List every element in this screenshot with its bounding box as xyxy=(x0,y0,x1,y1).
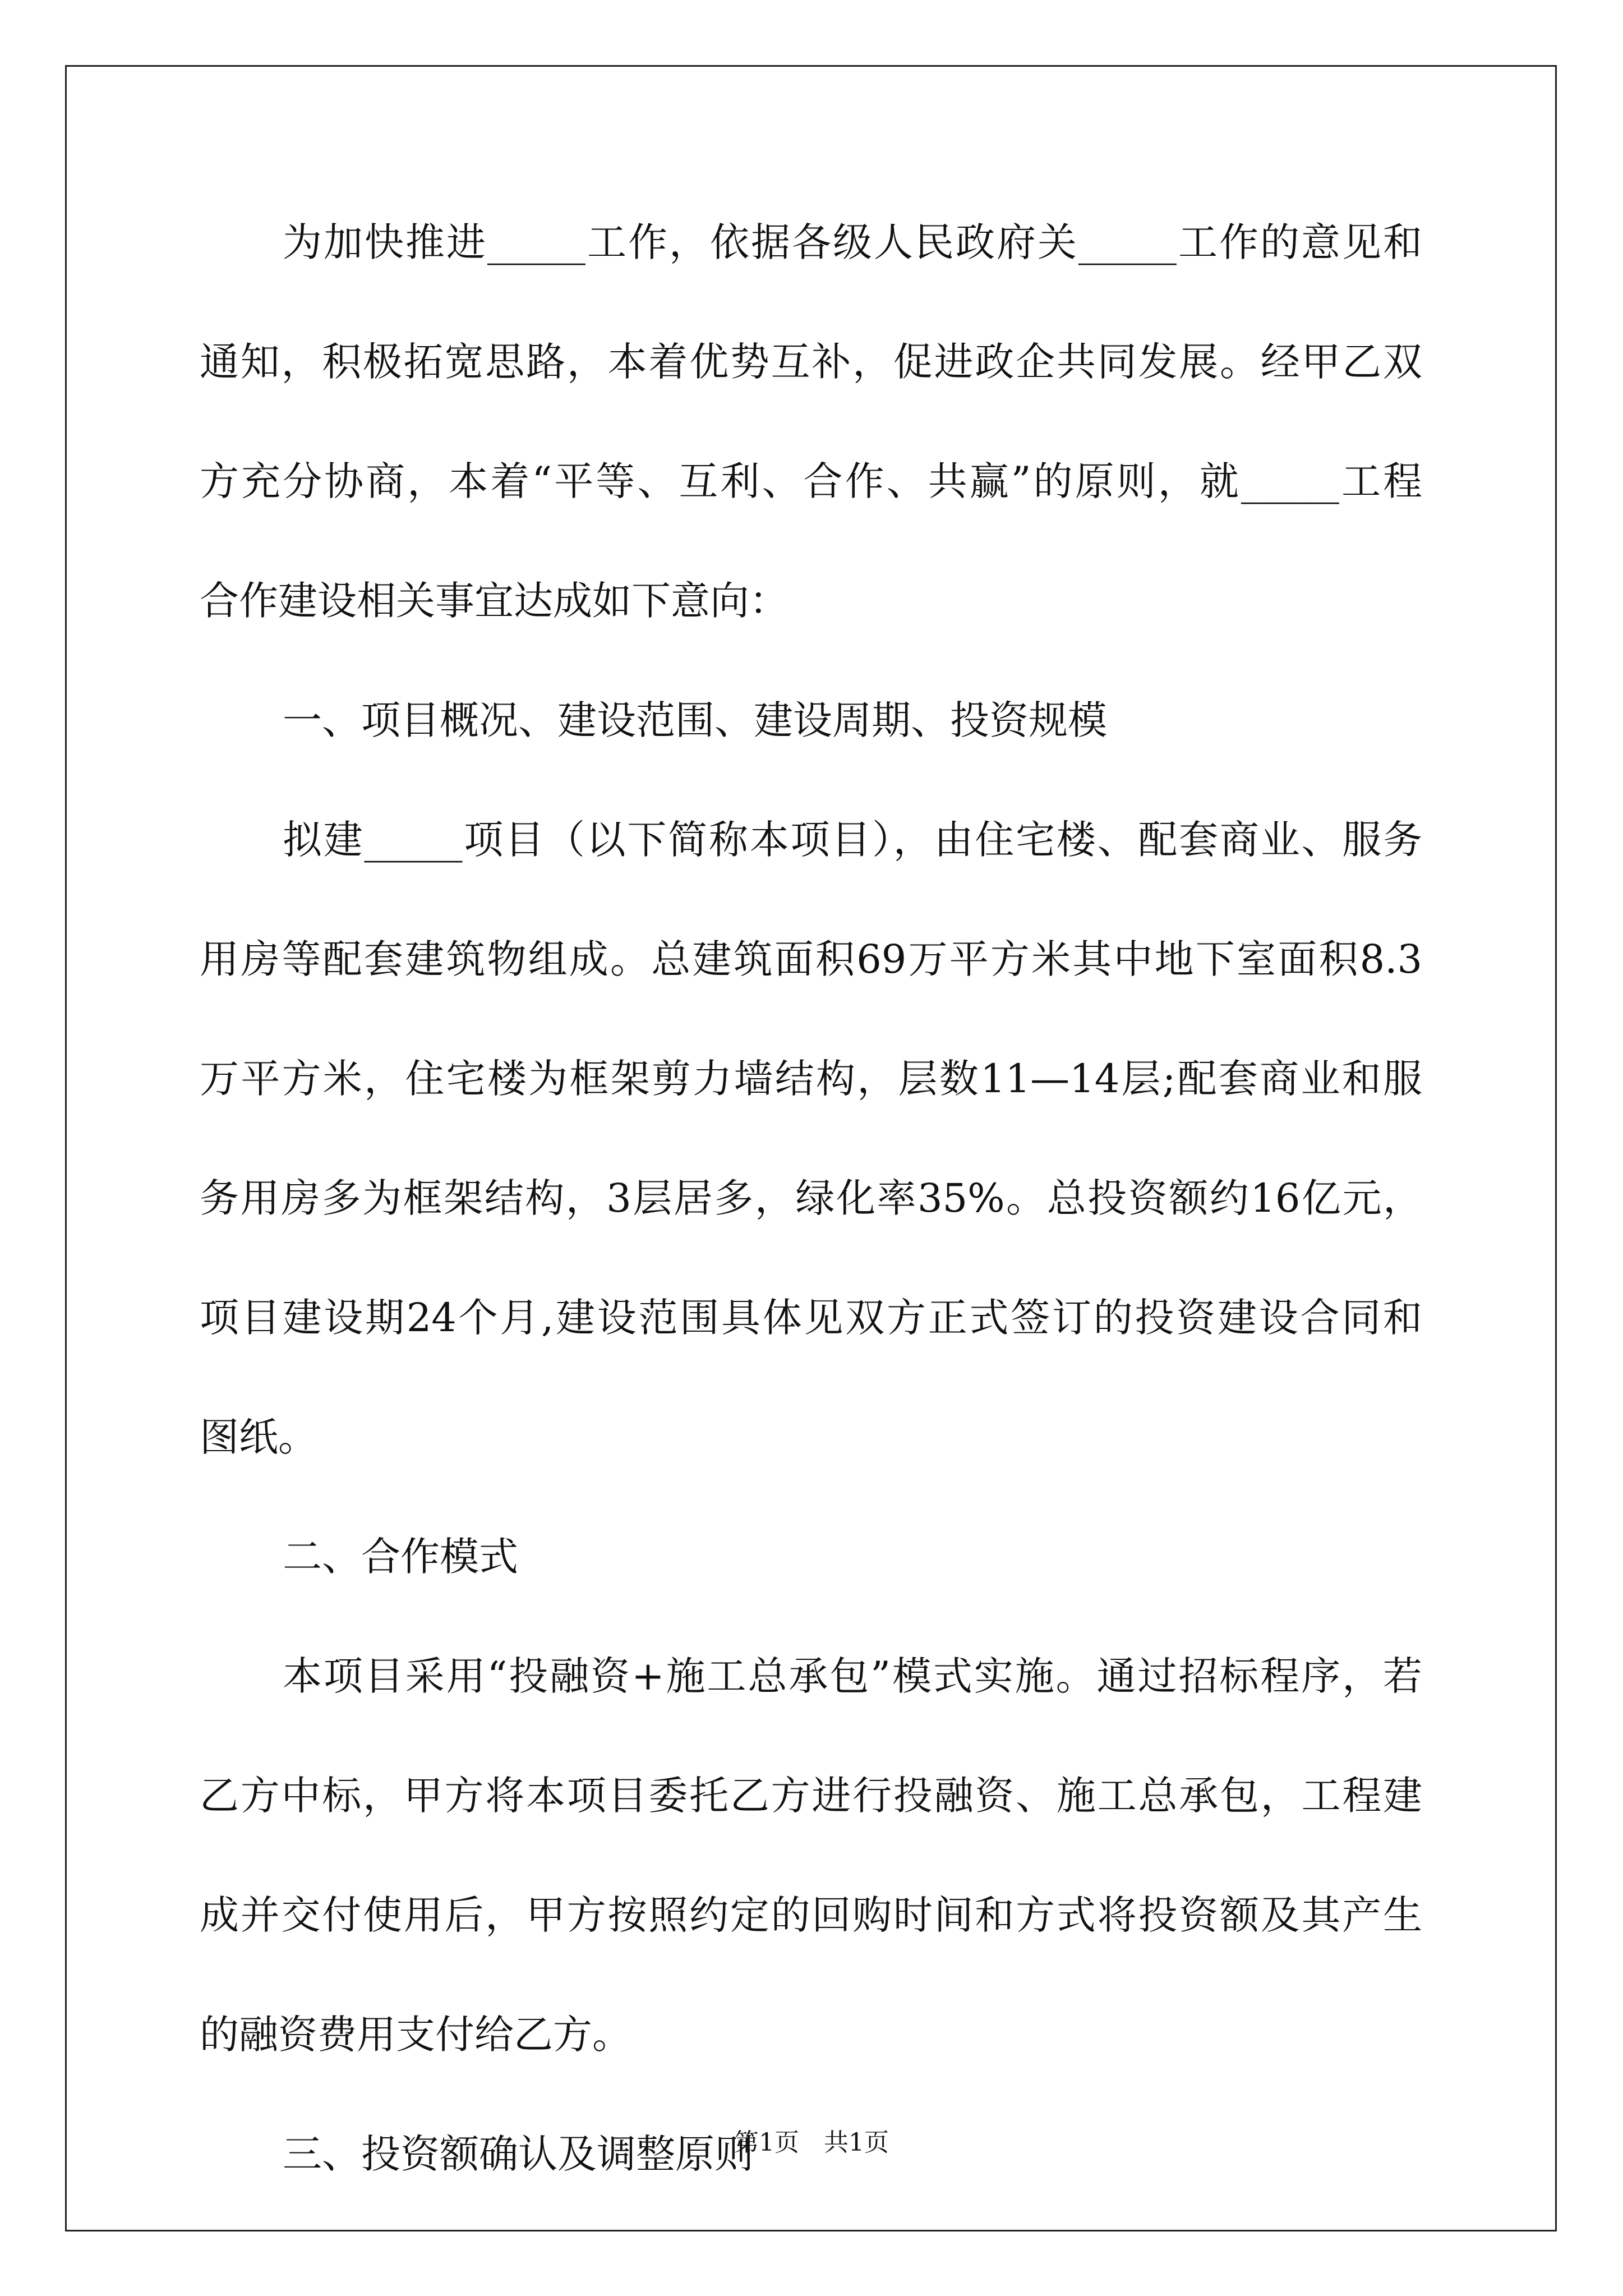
page-number-footer: 第1页 共1页 xyxy=(734,2128,889,2157)
paragraph-line: 拟建_____项目（以下简称本项目），由住宅楼、配套商业、服务 xyxy=(283,817,1422,863)
paragraph-line: 为加快推进_____工作，依据各级人民政府关_____工作的意见和 xyxy=(283,219,1422,265)
section-heading: 三、投资额确认及调整原则 xyxy=(283,2131,754,2177)
paragraph-line: 万平方米，住宅楼为框架剪力墙结构，层数11—14层;配套商业和服 xyxy=(200,1056,1422,1102)
paragraph-line: 方充分协商，本着“平等、互利、合作、共赢”的原则，就_____工程 xyxy=(200,458,1422,504)
paragraph-line: 务用房多为框架结构，3层居多，绿化率35%。总投资额约16亿元， xyxy=(200,1175,1422,1221)
paragraph-line: 通知，积极拓宽思路，本着优势互补，促进政企共同发展。经甲乙双 xyxy=(200,339,1422,385)
section-heading: 一、项目概况、建设范围、建设周期、投资规模 xyxy=(283,697,1107,743)
paragraph-line: 本项目采用“投融资+施工总承包”模式实施。通过招标程序，若 xyxy=(283,1653,1422,1699)
paragraph-line: 合作建设相关事宜达成如下意向： xyxy=(200,578,789,624)
section-heading: 二、合作模式 xyxy=(283,1534,518,1580)
paragraph-line: 项目建设期24个月,建设范围具体见双方正式签订的投资建设合同和 xyxy=(200,1295,1422,1341)
paragraph-line: 图纸。 xyxy=(200,1414,317,1460)
paragraph-line: 成并交付使用后，甲方按照约定的回购时间和方式将投资额及其产生 xyxy=(200,1892,1422,1938)
paragraph-line: 用房等配套建筑物组成。总建筑面积69万平方米其中地下室面积8.3 xyxy=(200,936,1422,982)
paragraph-line: 乙方中标，甲方将本项目委托乙方进行投融资、施工总承包，工程建 xyxy=(200,1773,1422,1819)
paragraph-line: 的融资费用支付给乙方。 xyxy=(200,2012,631,2058)
